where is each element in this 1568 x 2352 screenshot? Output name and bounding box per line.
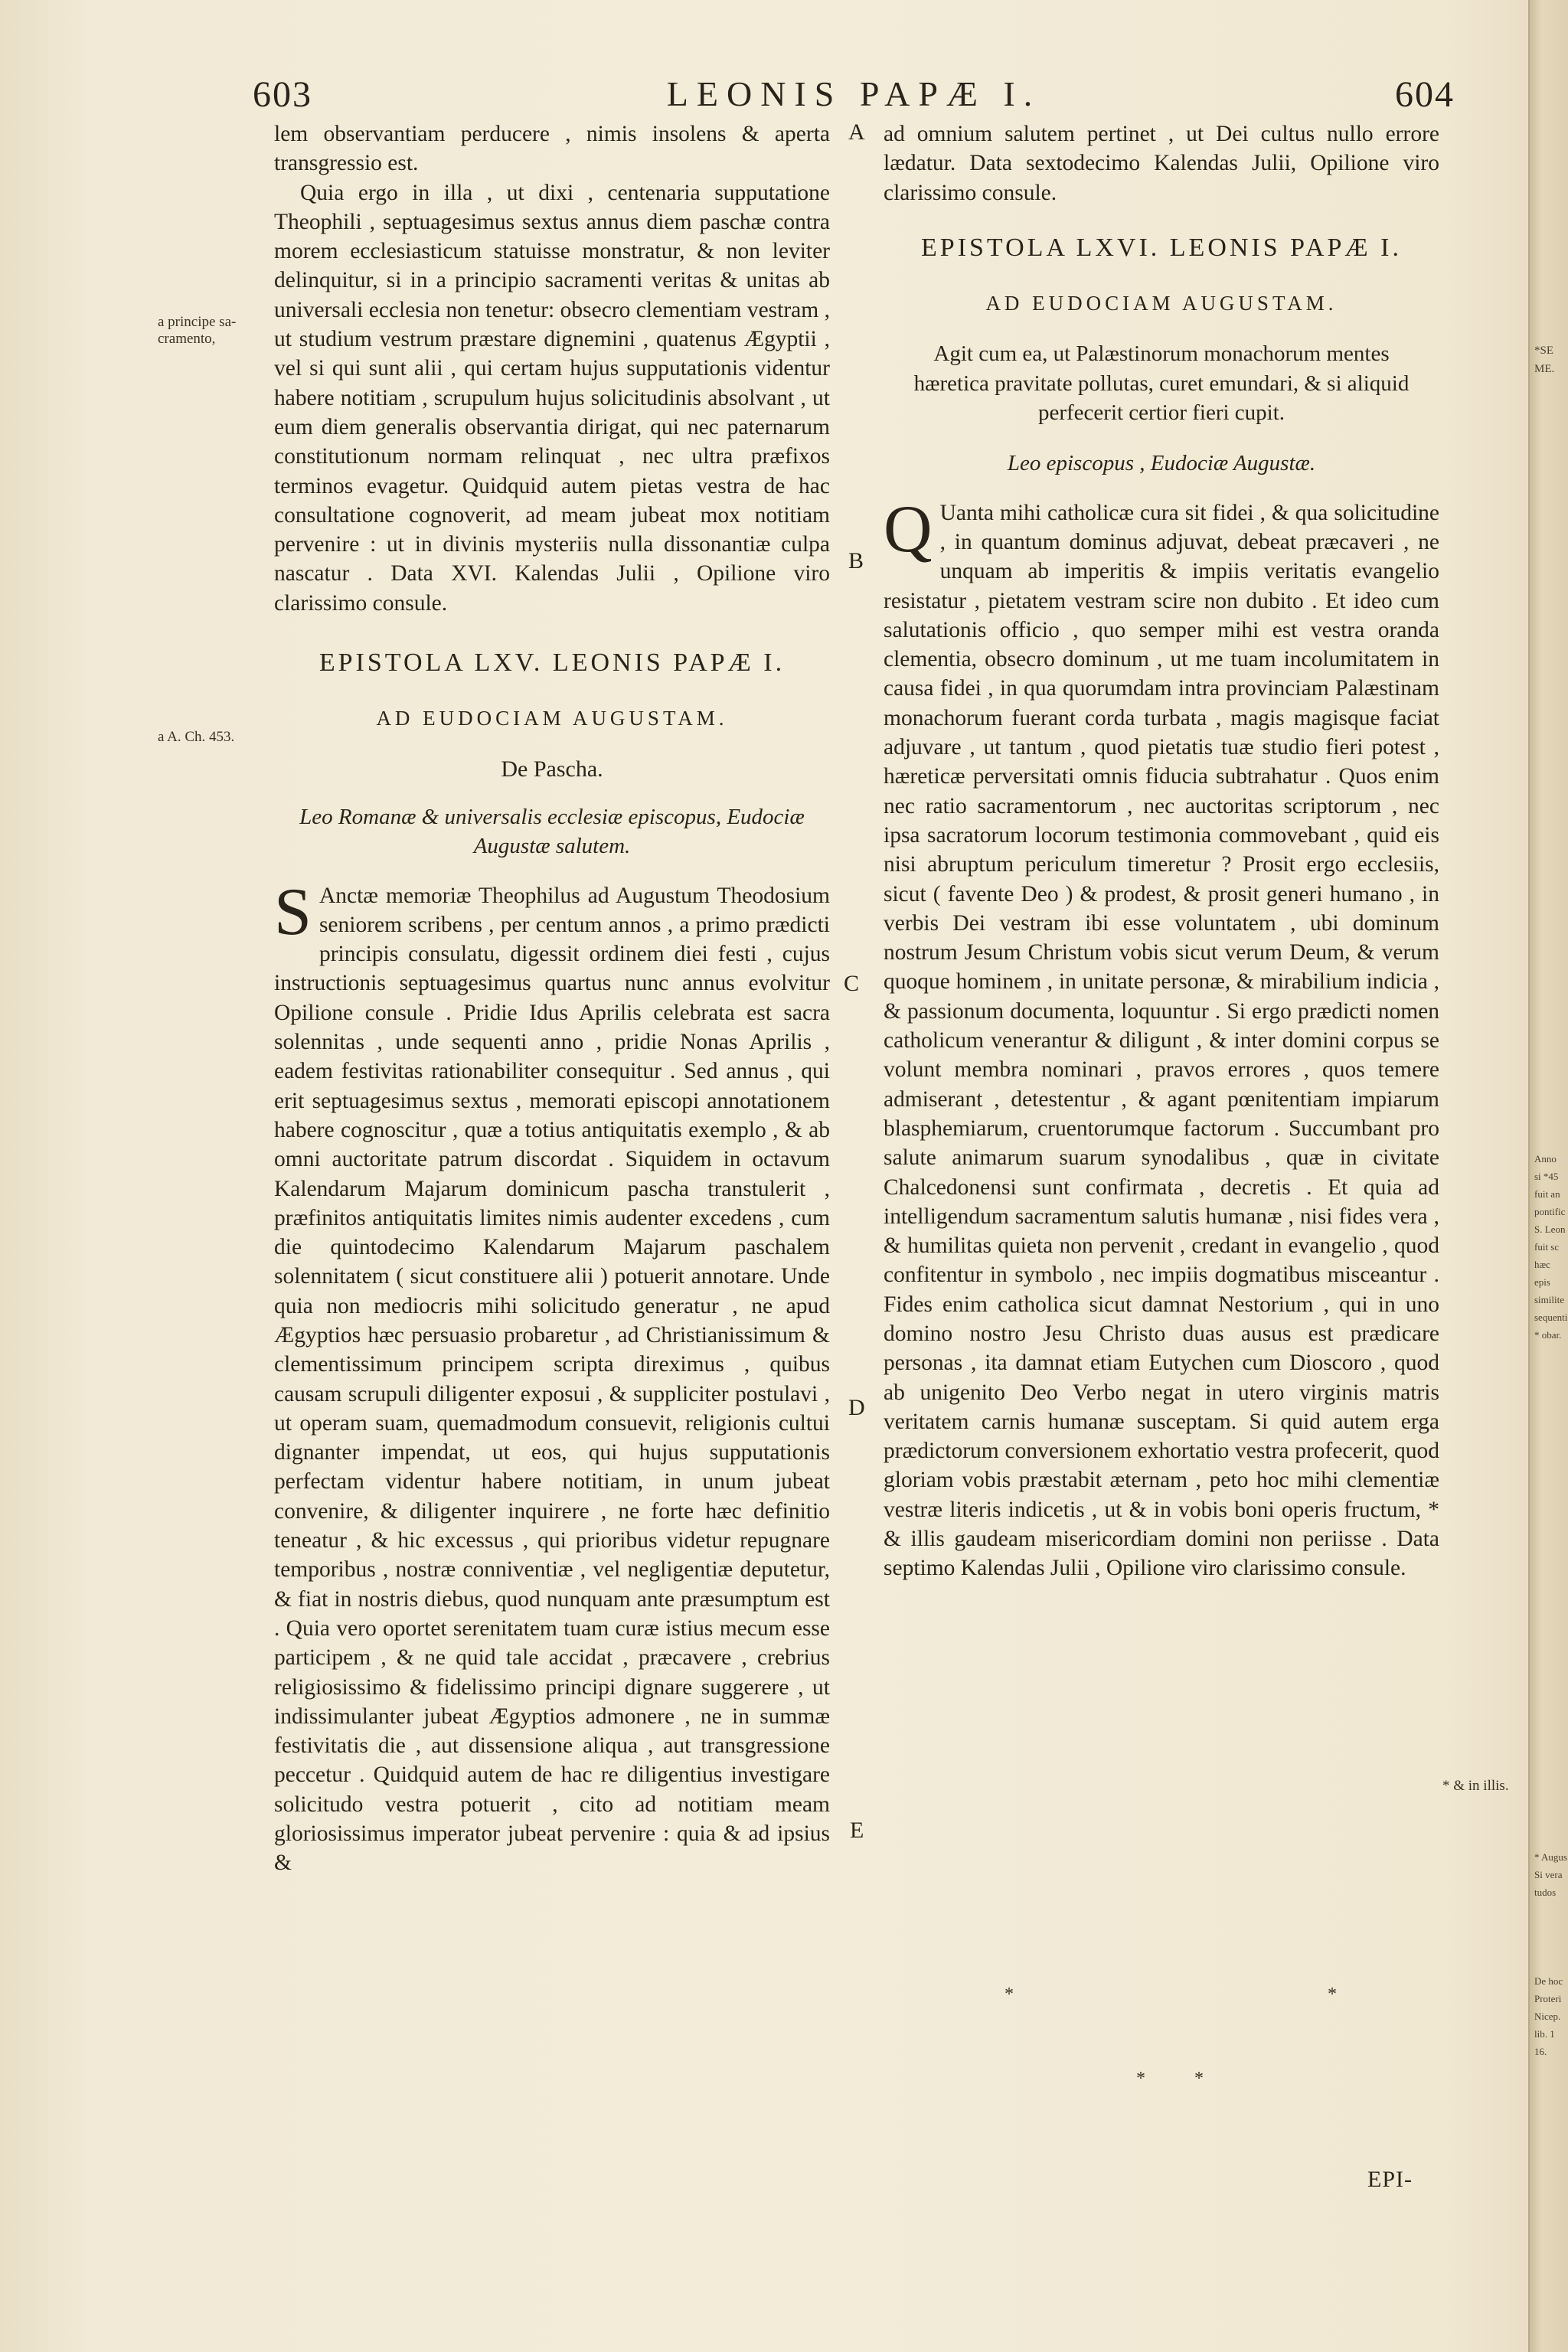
dropcap-s: S [274, 874, 312, 949]
asterisk-1: * [1004, 1984, 1014, 2004]
section-marker-c: C [844, 971, 860, 996]
epistle-65-subject: De Pascha. [501, 756, 603, 782]
next-page-fragment-top: *SE ME. [1534, 345, 1555, 375]
left-paragraph-2: Quia ergo in illa , ut dixi , centenaria supputatione Theophili , septuagesimus sextus annus diem paschæ contra morem ecclesiasticum statuisse monstratur, & non leviter delinquitur, si in a principio sacramenti veritas & unitas ab universali ecclesia non tenetur: obsecro clementiam vestram , ut studium vestrum præstare dignemini , quatenus Ægyptii , vel si qui sunt alii , qui certam hujus supputationis videntur habere notitiam , scrupulum hujus solicitudinis absolvant , ut eum diem generalis observantia dirigat, qui nec paternarum constitutionum normam relinquat , nec ultra præfixos terminos evagetur. Quidquid autem pietas vestra de hac consultatione cognoverit, ad meam jubeat mox notitiam pervenire : ut in divinis mysteriis nulla dissonantiæ culpa nascatur . Data XVI. Kalendas Julii , Opilione viro clarissimo consule. [274, 180, 830, 616]
margin-note-year: a A. Ch. 453. [158, 729, 235, 745]
epistle-66-body [884, 492, 1439, 1583]
epistle-65-salutation: Leo Romanæ & universalis ecclesiæ episcopus, Eudociæ Augustæ salutem. [299, 804, 805, 859]
section-marker-a: A [848, 119, 865, 145]
epistle-66-addressee: AD EUDOCIAM AUGUSTAM. [985, 292, 1338, 315]
epistle-66-title: EPISTOLA LXVI. LEONIS PAPÆ I. [921, 233, 1402, 262]
running-header [253, 74, 1455, 122]
margin-note-in-illis: * & in illis. [1442, 1778, 1509, 1794]
next-page-fragment-middle: Anno si *45 fuit an pontific S. Leon fuit sc hæc epis similite sequenti * obar. [1534, 1153, 1568, 1341]
dropcap-q: Q [884, 492, 933, 567]
next-page-fragment-lower2: De hoc Proteri Nicep. lib. 1 16. [1534, 1975, 1563, 2057]
page-number-right: 604 [1395, 74, 1455, 115]
section-marker-d: D [848, 1395, 865, 1420]
page-number-left: 603 [253, 74, 312, 115]
section-marker-e: E [850, 1818, 864, 1843]
epistle-66-salutation: Leo episcopus , Eudociæ Augustæ. [1007, 451, 1316, 476]
epistle-66-body-text: Uanta mihi catholicæ cura sit fidei , & qua solicitudine , in quantum dominus adjuvat, debeat præcaveri , ne unquam ab imperitis & impiis veritatis evangelio resistatur , pietatem vestram scire non dubito . Et ideo cum salutationis officio , quo semper mihi est vestra oranda clementia, obsecro dominum , ut me tuam incolumitatem in causa fidei , in qua quorumdam intra provinciam Palæstinam monachorum fuerant corda turbata , magis magisque faciat adjuvare , ut tantum , quod pietatis tuæ studio fieri potest , hæreticæ perversitati omnis fiducia subtrahatur . Quos enim nec ratio sacramentorum , nec auctoritas scriptorum , nec ipsa sacratorum locorum testimonia commovebant , quid eis nisi abruptum periculum timeretur ? Prosit ergo ecclesiis, sicut ( favente Deo ) & prodest, & prosit generi humano , in verbis Dei vestram ibi esse voluntatem , ubi dominum nostrum Jesum Christum vobis sicut verum Deum, & verum quoque hominem , in unitate personæ, & mirabilium indicia , & passionum documenta, loquuntur . Si ergo prædicti nomen catholicum venerantur & diligunt , & inter domini corpus se volunt membra nominari , pravos errores , quos temere admiserant , detestentur , & agant pœnitentiam impiarum blasphemiarum, cruentorumque factorum . Succumbant pro salute animarum suarum synodalibus , quæ in civitate Chalcedonensi sunt confirmata , decretis . Et quia ad intelligendum sacramentum salutis humanæ , nisi fides vera , & humilitas quieta non pervenit , credant in evangelio , quod confitentur in symbolo , nec impiis dogmatibus misceantur . Fides enim catholica sicut damnat Nestorium , qui in uno domino nostro Jesu Christo duas ausus est prædicare personas , ita damnat etiam Eutychen cum Dioscoro , quod ab unigenito Deo Verbo negat in utero virginis matris veritatem carnis humanæ susceptam. Si quid autem erga prædictorum conversionem exhortatio vestra profecerit, quod gloriam vobis præstabit æternam , peto hoc mihi clementiæ vestræ literis indicetis , ut & in vobis boni operis fructum, * & illis gaudeam misericordiam domini non periisse . Data septimo Kalendas Julii , Opilione viro clarissimo consule. [884, 500, 1439, 1581]
epistle-65-addressee: AD EUDOCIAM AUGUSTAM. [376, 707, 728, 730]
catchword: EPI- [1367, 2167, 1413, 2192]
epistle-65-body-text: Anctæ memoriæ Theophilus ad Augustum Theodosium seniorem scribens , per centum annos , a primo prædicti principis consulatu, digessit ordinem diei festi , cujus instructionis septuagesimus quartus nunc annus evolvitur Opilione consule . Pridie Idus Aprilis celebrata est sacra solennitas , unde sequenti anno , pridie Nonas Aprilis , eadem festivitas rationabiliter consequitur . Sed annus , qui erit septuagesimus sextus , memorati episcopi annotationem habere cognoscitur , quæ a totius antiquitatis exemplo , & ab omni auctoritate patrum discordat . Siquidem in octavum Kalendarum Majarum dominicum pascha transtulerit , præfinitos antiquitatis limites nimis audenter excedens , cum die quintodecimo Kalendarum Majarum paschalem solennitatem ( sicut constituere alii ) potuerit annotare. Unde quia non mediocris mihi solicitudo generatur , ne apud Ægyptios hæc persuasio probaretur , ad Christianissimum & clementissimum principem scripta direximus , quibus causam scrupuli diligenter exposui , & suppliciter postulavi , ut operam suam, quemadmodum consuevit, religionis cultui dignanter impendat, ut eos, qui hujus supputationis perfectam videntur habere notitiam, in unum jubeat convenire, & diligenter inquirere , ne forte hæc definitio teneatur , & hic excessus , qui prioribus videtur repugnare temporibus , nostræ conniventiæ , vel negligentiæ deputetur, & fiat in nostris diebus, quod nunquam ante præsumptum est . Quia vero oportet serenitatem tuam curæ istius mecum esse participem , & ne quid tale accidat , præcavere , crebrius religiosissimo & fidelissimo principi dignare suggerere , ut indissimulanter jubeat Ægyptios admonere , ne in summæ festivitatis die , aut dissensione aliqua , aut transgressione peccetur . Quidquid autem de hac re diligentius investigare solicitudo vestra potuerit , cito ad notitiam meam gloriosissimus imperator jubeat pervenire : quia & ad ipsius & [274, 883, 830, 1876]
section-marker-b: B [848, 548, 864, 573]
right-paragraph-continuation: ad omnium salutem pertinet , ut Dei cultus nullo errore lædatur. Data sextodecimo Kalendas Julii, Opilione viro clarissimo consule. [884, 122, 1439, 205]
epistle-65-title: EPISTOLA LXV. LEONIS PAPÆ I. [318, 648, 786, 678]
asterisk-3: * [1136, 2069, 1145, 2089]
next-page-edge [1528, 0, 1568, 2352]
right-column [884, 119, 1439, 1583]
asterisk-4: * [1194, 2069, 1204, 2089]
margin-note-principe: a principe sa- cramento, [158, 314, 237, 347]
running-title: LEONIS PAPÆ I. [666, 74, 1041, 113]
epistle-66-summary: Agit cum ea, ut Palæstinorum monachorum mentes hæretica pravitate pollutas, curet emundari, & si aliquid perfecerit certior fieri cupit. [913, 341, 1410, 426]
epistle-65-body [274, 874, 830, 1878]
next-page-fragment-lower1: * Augus Si vera tudos [1534, 1851, 1567, 1898]
asterisk-2: * [1328, 1984, 1337, 2004]
left-paragraph-continuation: lem observantiam perducere , nimis insolens & aperta transgressio est. [274, 122, 830, 176]
left-column [274, 119, 830, 1878]
